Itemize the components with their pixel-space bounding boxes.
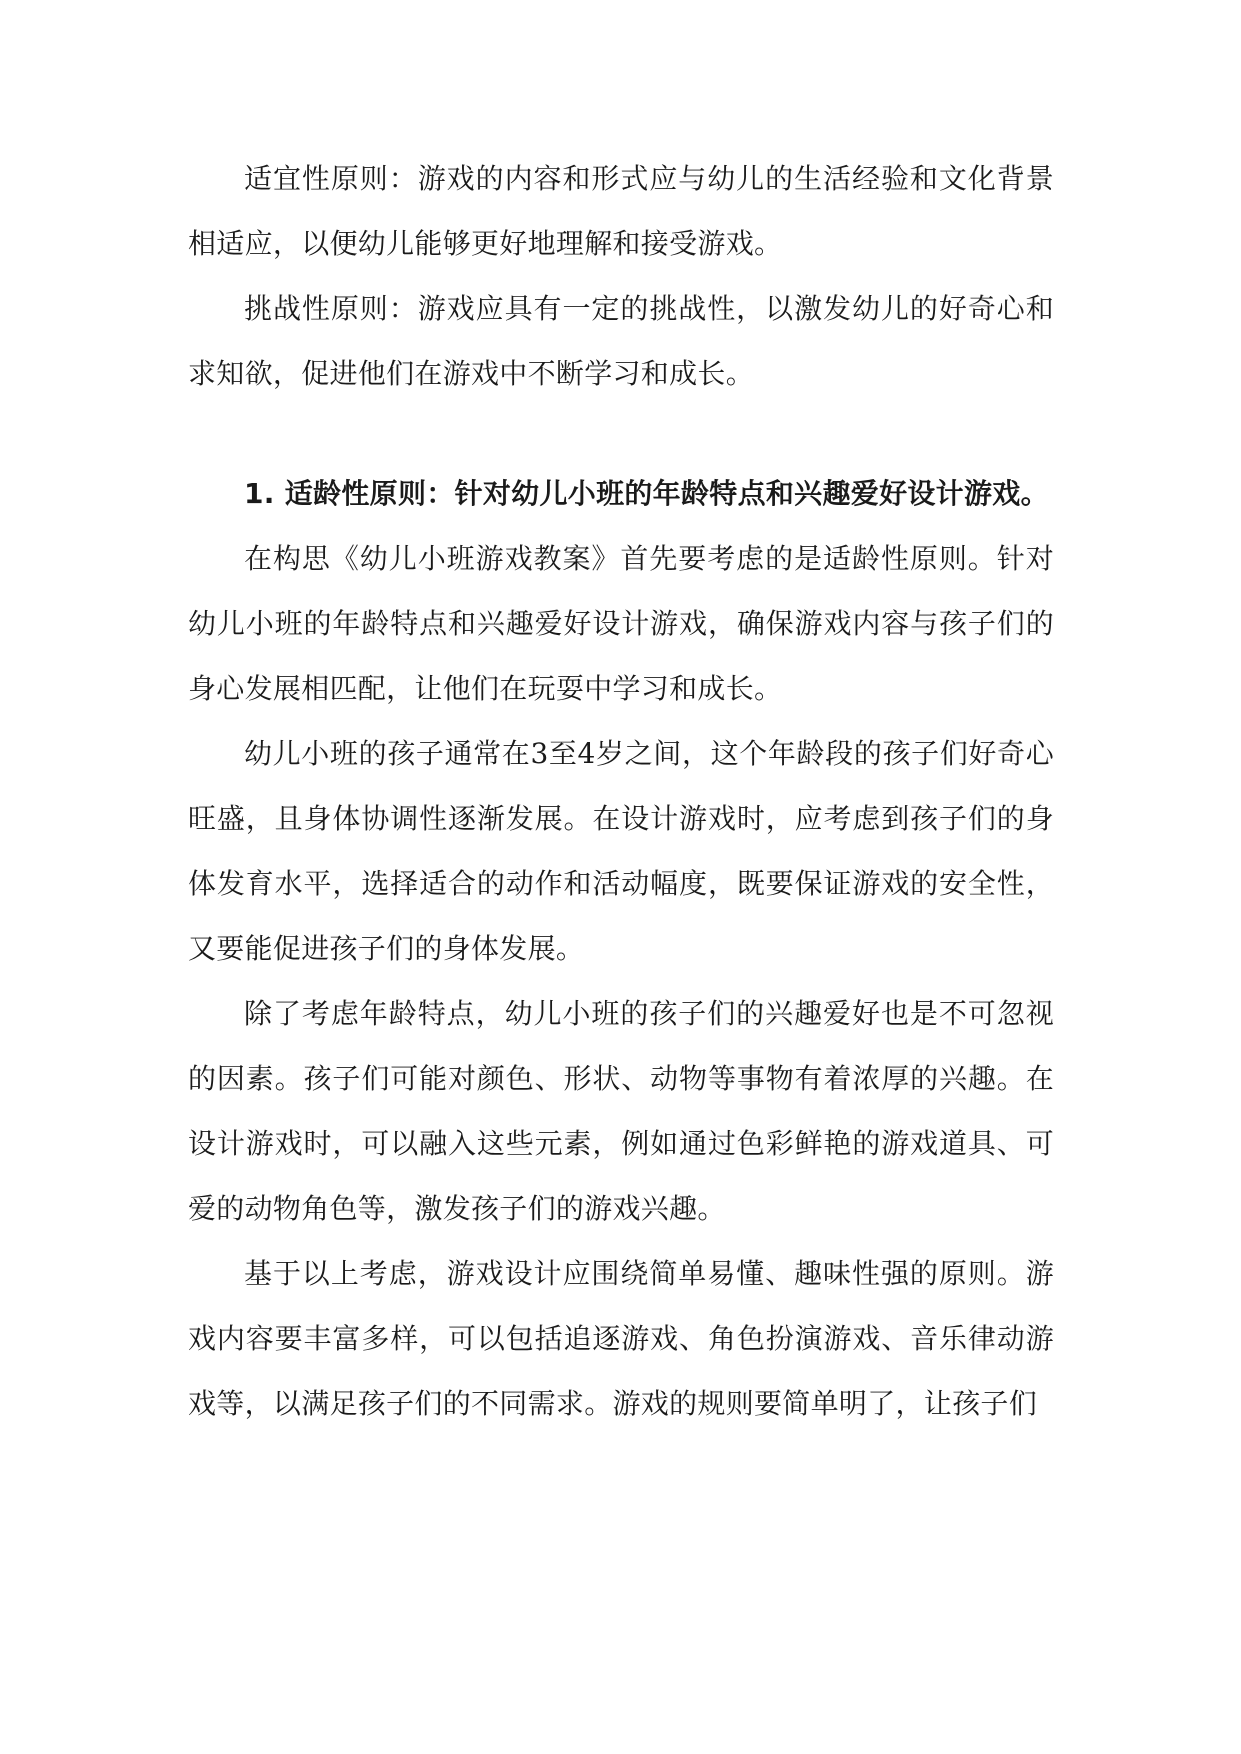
paragraph-age-characteristics: 幼儿小班的孩子通常在3至4岁之间，这个年龄段的孩子们好奇心旺盛，且身体协调性逐渐发展。在设计游戏时，应考虑到孩子们的身体发育水平，选择适合的动作和活动幅度，既要保证游戏的安全性，又要能促进孩子们的身体发展。	[188, 737, 1054, 965]
paragraph-challenge-principle: 挑战性原则：游戏应具有一定的挑战性，以激发幼儿的好奇心和求知欲，促进他们在游戏中不断学习和成长。	[188, 292, 1054, 390]
document-body	[188, 146, 1054, 1436]
paragraph-design-principles: 基于以上考虑，游戏设计应围绕简单易懂、趣味性强的原则。游戏内容要丰富多样，可以包括追逐游戏、角色扮演游戏、音乐律动游戏等，以满足孩子们的不同需求。游戏的规则要简单明了，让孩子们	[188, 1257, 1054, 1420]
paragraph-age-appropriate-intro: 在构思《幼儿小班游戏教案》首先要考虑的是适龄性原则。针对幼儿小班的年龄特点和兴趣爱好设计游戏，确保游戏内容与孩子们的身心发展相匹配，让他们在玩耍中学习和成长。	[188, 542, 1054, 705]
section-heading: 1. 适龄性原则：针对幼儿小班的年龄特点和兴趣爱好设计游戏。	[244, 477, 1049, 510]
paragraph-interests: 除了考虑年龄特点，幼儿小班的孩子们的兴趣爱好也是不可忽视的因素。孩子们可能对颜色、形状、动物等事物有着浓厚的兴趣。在设计游戏时，可以融入这些元素，例如通过色彩鲜艳的游戏道具、可爱的动物角色等，激发孩子们的游戏兴趣。	[188, 997, 1054, 1225]
paragraph-suitability-principle: 适宜性原则：游戏的内容和形式应与幼儿的生活经验和文化背景相适应，以便幼儿能够更好地理解和接受游戏。	[188, 162, 1054, 260]
